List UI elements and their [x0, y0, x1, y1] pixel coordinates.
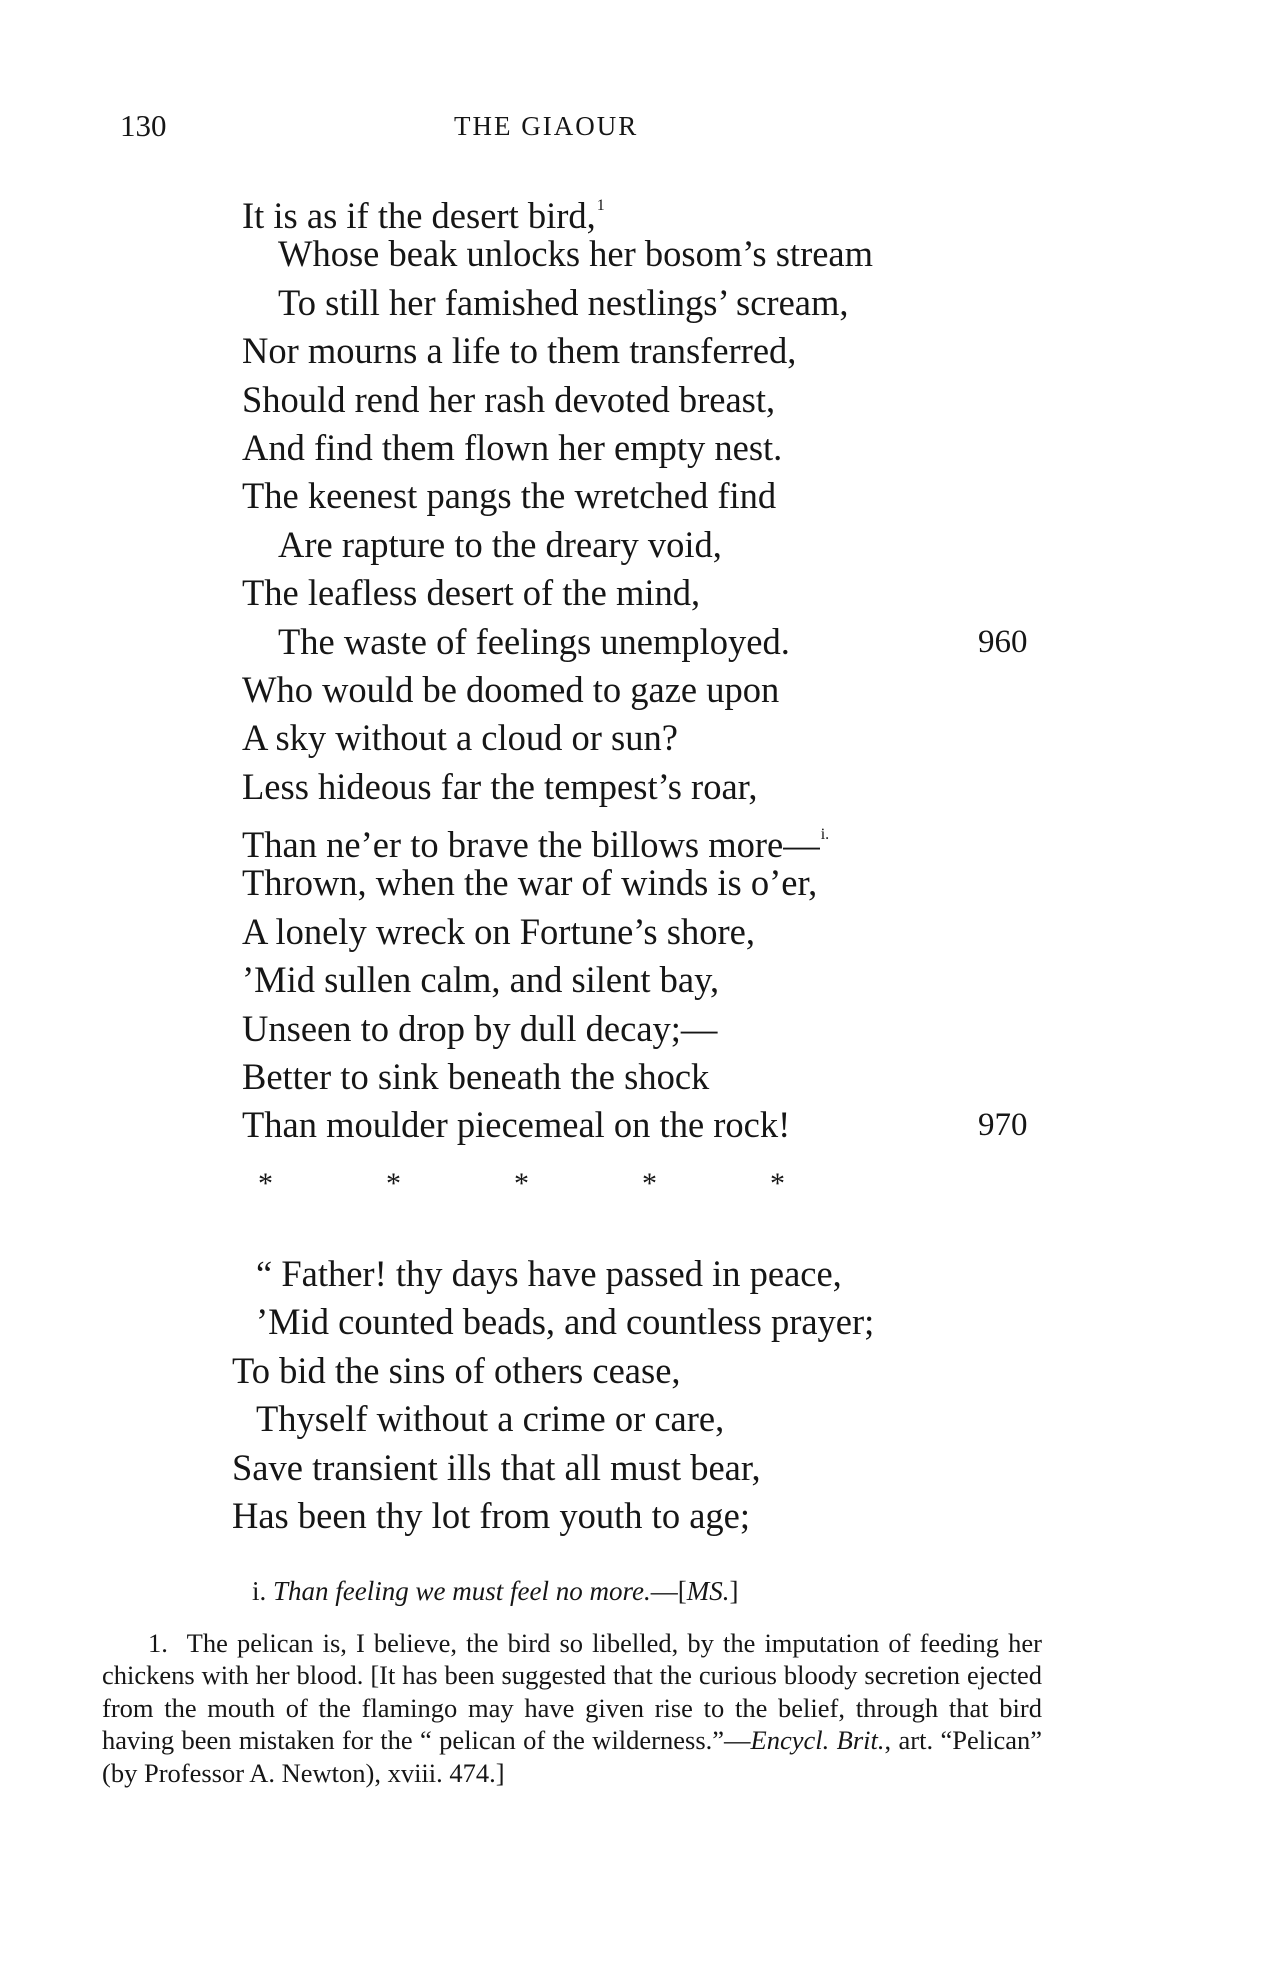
- verse-text: And find them flown her empty nest.: [242, 426, 783, 468]
- verse-text: Whose beak unlocks her bosom’s stream: [278, 233, 874, 275]
- stanza-1: [0, 182, 1274, 1150]
- footnote-tail: , art. “Pelican” (by Professor A. Newton), xviii. 474.]: [102, 1725, 1042, 1788]
- verse-text: Thrown, when the war of winds is o’er,: [242, 862, 818, 904]
- verse-text: Better to sink beneath the shock: [242, 1056, 710, 1098]
- verse-text: Less hideous far the tempest’s roar,: [242, 765, 758, 807]
- separator-asterisk: *: [514, 1167, 529, 1200]
- separator-asterisk: *: [770, 1167, 785, 1200]
- verse-line: [0, 182, 1274, 236]
- separator-asterisk: *: [386, 1167, 401, 1200]
- verse-text: Should rend her rash devoted breast,: [242, 378, 776, 420]
- verse-text: Are rapture to the dreary void,: [278, 523, 722, 565]
- verse-line: [0, 1298, 1274, 1346]
- note-marker: 1: [596, 197, 605, 214]
- separator-asterisk: *: [642, 1167, 657, 1200]
- verse-text: The leafless desert of the mind,: [242, 572, 701, 614]
- verse-text: Unseen to drop by dull decay;—: [242, 1007, 718, 1049]
- line-number: 960: [978, 623, 1028, 660]
- verse-line: [0, 714, 1274, 762]
- page-number: 130: [120, 108, 167, 143]
- verse-text: To still her famished nestlings’ scream,: [278, 281, 849, 323]
- footnote-text: The pelican is, I believe, the bird so libelled, by the imputation of feeding her chickens with her blood. [It has been suggested that the curious bloody secretion ejected from the mouth of the flamingo may have given rise to the belief, through that bird having been mistaken for the “ pelican of the wilderness.”—: [102, 1628, 1042, 1756]
- separator-asterisk: *: [258, 1167, 273, 1200]
- footnote: [102, 1627, 1042, 1789]
- footnote-citation: Encycl. Brit.: [750, 1725, 885, 1756]
- verse-text: Than moulder piecemeal on the rock!: [242, 1104, 791, 1146]
- verse-line: [0, 956, 1274, 1004]
- stanza-2: [0, 1250, 1274, 1540]
- variant-note-source: MS.: [686, 1576, 730, 1606]
- running-head: [120, 108, 1094, 148]
- verse-line: [0, 424, 1274, 472]
- verse-text: It is as if the desert bird,$^1$: [242, 195, 605, 236]
- verse-line: [0, 1250, 1274, 1298]
- verse-text: The keenest pangs the wretched find: [242, 475, 777, 517]
- verse-line: [0, 472, 1274, 520]
- variant-note-label: i.: [252, 1576, 267, 1606]
- verse-text: Nor mourns a life to them transferred,: [242, 330, 797, 372]
- verse-line: [0, 230, 1274, 278]
- verse-text: A sky without a cloud or sun?: [242, 717, 678, 759]
- verse-text: Has been thy lot from youth to age;: [232, 1494, 750, 1536]
- verse-line: [0, 1005, 1274, 1053]
- verse-line: [0, 811, 1274, 866]
- verse-text: Thyself without a crime or care,: [256, 1398, 725, 1440]
- section-separator: [258, 1164, 938, 1204]
- verse-line: [0, 666, 1274, 714]
- footnote-number: 1.: [148, 1628, 168, 1658]
- verse-line: [0, 618, 1274, 666]
- verse-line: [0, 1395, 1274, 1443]
- verse-text: Who would be doomed to gaze upon: [242, 668, 780, 710]
- running-title: THE GIAOUR: [454, 111, 639, 141]
- verse-text: ’Mid counted beads, and countless prayer;: [256, 1301, 875, 1343]
- variant-note-source-suffix: ]: [729, 1576, 739, 1606]
- verse-line: [0, 279, 1274, 327]
- verse-text: ’Mid sullen calm, and silent bay,: [242, 959, 720, 1001]
- line-number: 970: [978, 1107, 1028, 1144]
- verse-line: [0, 1347, 1274, 1395]
- verse-line: [0, 569, 1274, 617]
- verse-line: [0, 763, 1274, 811]
- variant-note-text: Than feeling we must feel no more.: [273, 1576, 651, 1606]
- verse-line: [0, 1492, 1274, 1540]
- verse-text: “ Father! thy days have passed in peace,: [256, 1253, 842, 1294]
- verse-text: Than ne’er to brave the billows more—$^{i.}$: [242, 824, 830, 866]
- verse-line: [0, 1053, 1274, 1101]
- verse-text: A lonely wreck on Fortune’s shore,: [242, 910, 755, 952]
- verse-line: [0, 327, 1274, 375]
- variant-note-source-prefix: —[: [650, 1576, 687, 1606]
- verse-line: [0, 908, 1274, 956]
- verse-line: [0, 1101, 1274, 1149]
- verse-line: [0, 376, 1274, 424]
- verse-line: [0, 1444, 1274, 1492]
- variant-note: [252, 1576, 738, 1607]
- verse-text: Save transient ills that all must bear,: [232, 1446, 761, 1488]
- verse-text: To bid the sins of others cease,: [232, 1349, 681, 1391]
- verse-text: The waste of feelings unemployed.: [278, 620, 790, 662]
- verse-line: [0, 859, 1274, 907]
- note-marker: i.: [820, 826, 830, 844]
- verse-line: [0, 521, 1274, 569]
